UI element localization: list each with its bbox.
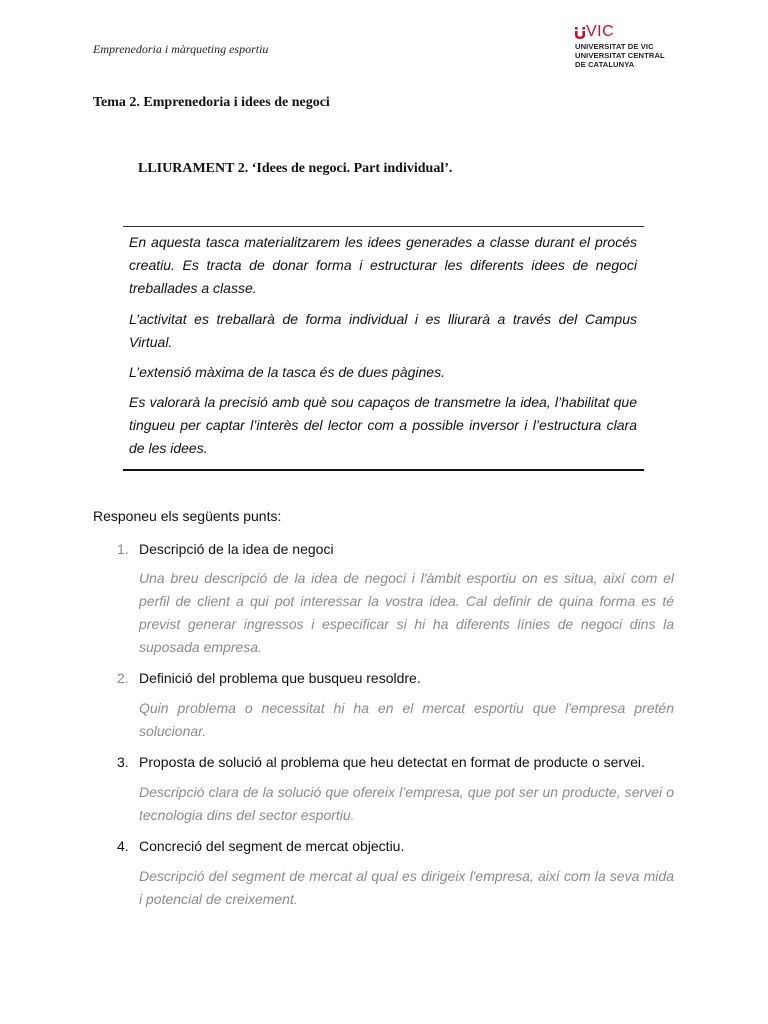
list-item-title: Descripció de la idea de negoci <box>139 541 334 557</box>
logo-line-3: DE CATALUNYA <box>575 60 635 69</box>
list-item-title: Concreció del segment de mercat objectiu. <box>139 838 405 854</box>
list-item-number: 2. <box>117 670 129 686</box>
assignment-title: LLIURAMENT 2. ‘Idees de negoci. Part individual’. <box>138 161 453 176</box>
list-item-number: 4. <box>117 838 129 854</box>
intro-paragraph: L’activitat es treballarà de forma individual i es lliurarà a través del Campus Virtual. <box>129 311 637 350</box>
prompt-text: Responeu els següents punts: <box>93 508 282 524</box>
logo-brand: VIC <box>586 23 615 40</box>
logo-line-2: UNIVERSITAT CENTRAL <box>575 51 665 60</box>
list-item-number: 1. <box>117 541 129 557</box>
list-item-title: Proposta de solució al problema que heu detectat en format de producte o servei. <box>139 754 645 770</box>
course-title: Emprenedoria i màrqueting esportiu <box>93 42 269 56</box>
list-item-number: 3. <box>117 754 129 770</box>
logo-line-1: UNIVERSITAT DE VIC <box>575 42 654 51</box>
list-item-description: Quin problema o necessitat hi ha en el mercat esportiu que l'empresa pretén solucionar. <box>139 700 674 739</box>
topic-heading: Tema 2. Emprenedoria i idees de negoci <box>93 95 330 110</box>
list-item-title: Definició del problema que busqueu resoldre. <box>139 670 421 686</box>
university-logo <box>575 24 685 69</box>
list-item-description: Una breu descripció de la idea de negoci i l'àmbit esportiu on es situa, així com el perfil de client a qui pot interessar la vostra idea. Cal definir de quina forma es té previst generar ingressos i especificar si hi ha diferents línies de negoci dins la suposada empresa. <box>139 570 674 655</box>
intro-paragraph: Es valorarà la precisió amb què sou capaços de transmetre la idea, l’habilitat que tingueu per captar l’interès del lector com a possible inversor i l’estructura clara de les idees. <box>129 394 637 456</box>
list-item-description: Descripció clara de la solució que ofereix l’empresa, que pot ser un producte, servei o tecnologia dins del sector esportiu. <box>139 784 674 823</box>
intro-paragraph: L’extensió màxima de la tasca és de dues pàgines. <box>129 364 445 380</box>
list-item-description: Descripció del segment de mercat al qual es dirigeix l'empresa, així com la seva mida i potencial de creixement. <box>139 868 674 907</box>
logo-u-mark-icon <box>575 26 585 38</box>
intro-paragraph: En aquesta tasca materialitzarem les idees generades a classe durant el procés creatiu. Es tracta de donar forma i estructurar les diferents idees de negoci treballades a classe. <box>129 234 637 296</box>
